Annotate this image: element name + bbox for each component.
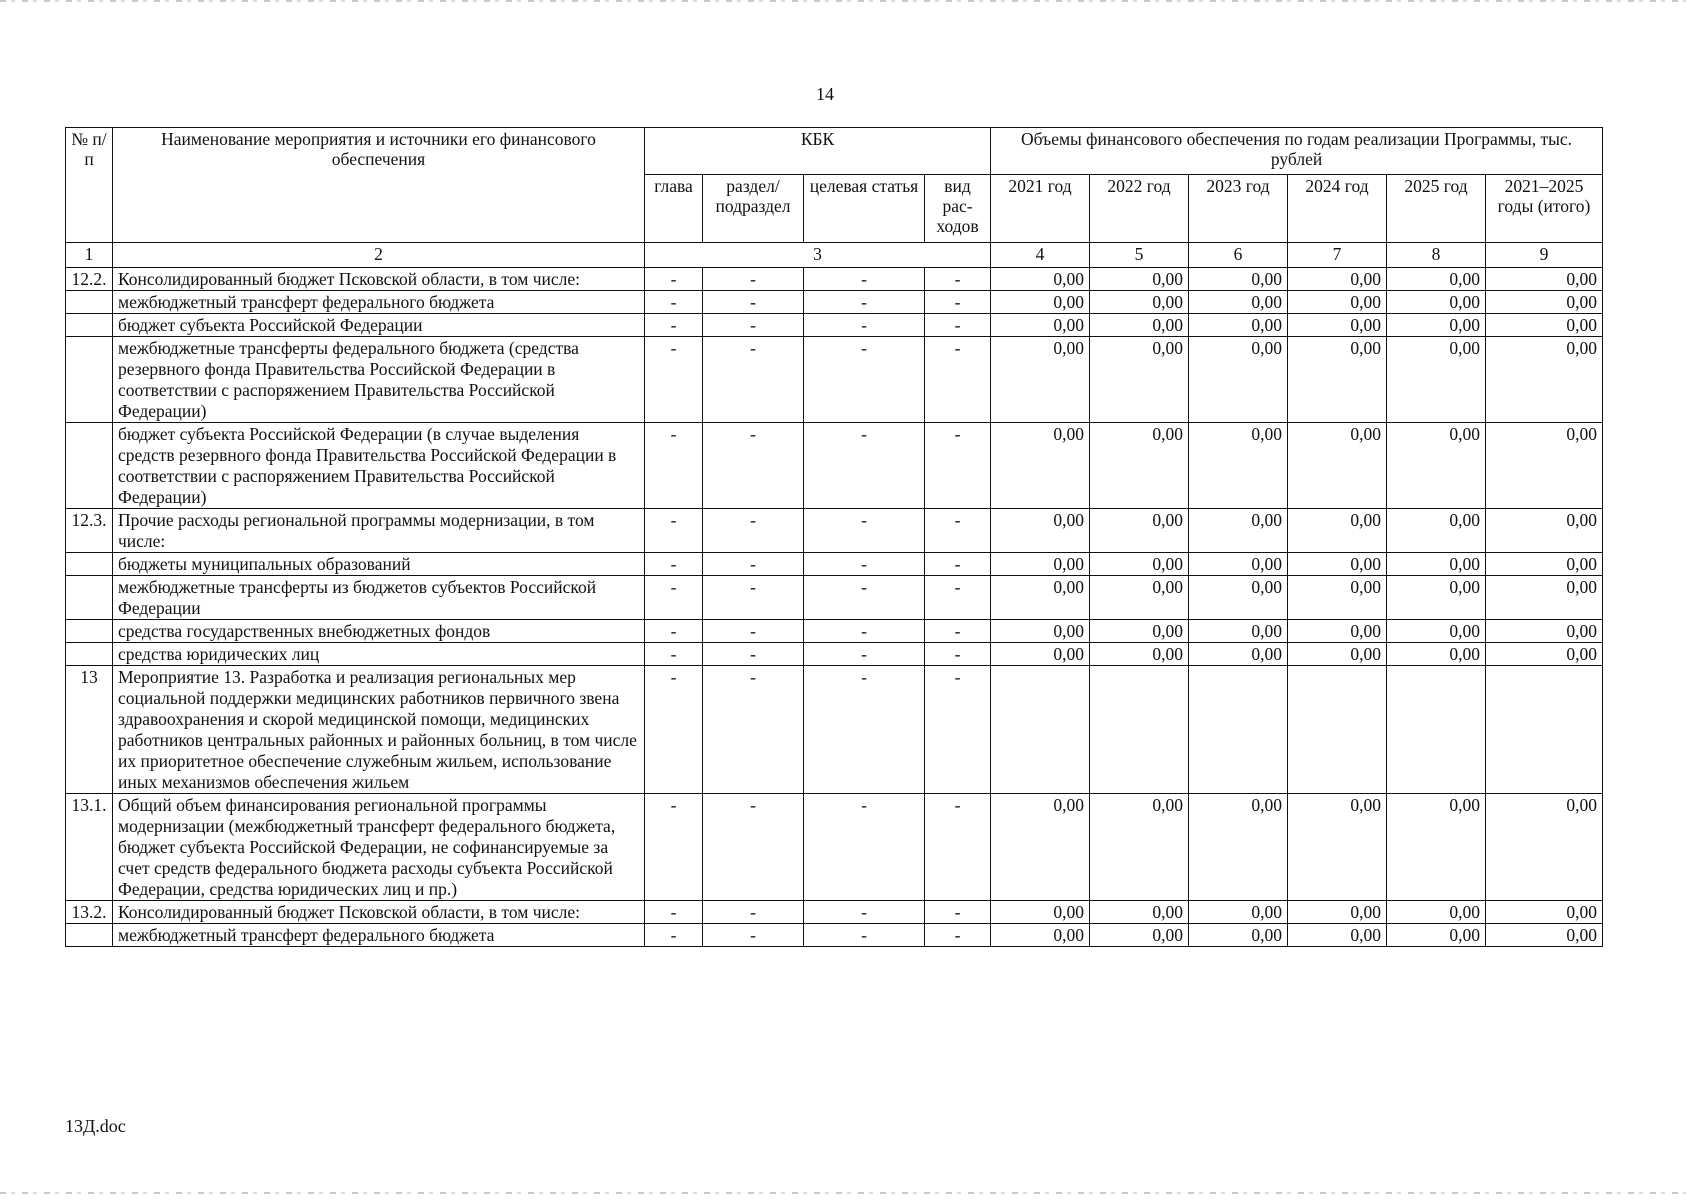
- table-row: [66, 666, 1603, 794]
- kbk-cell: -: [703, 924, 804, 947]
- value-cell: 0,00: [1387, 643, 1486, 666]
- value-cell: 0,00: [1189, 314, 1288, 337]
- value-cell: [1090, 666, 1189, 794]
- value-cell: [991, 666, 1090, 794]
- value-cell: 0,00: [1288, 794, 1387, 901]
- row-number: [66, 643, 113, 666]
- value-cell: 0,00: [1090, 794, 1189, 901]
- value-cell: 0,00: [1189, 901, 1288, 924]
- row-number: [66, 553, 113, 576]
- value-cell: 0,00: [1090, 553, 1189, 576]
- kbk-cell: -: [703, 576, 804, 620]
- kbk-cell: -: [645, 666, 703, 794]
- table-row: [66, 553, 1603, 576]
- table-row: [66, 620, 1603, 643]
- kbk-cell: -: [925, 553, 991, 576]
- header-glava: глава: [645, 175, 703, 243]
- value-cell: 0,00: [1486, 643, 1603, 666]
- header-2021: 2021 год: [991, 175, 1090, 243]
- value-cell: 0,00: [1486, 291, 1603, 314]
- kbk-cell: -: [925, 268, 991, 291]
- value-cell: 0,00: [1486, 337, 1603, 423]
- kbk-cell: -: [645, 291, 703, 314]
- value-cell: 0,00: [991, 268, 1090, 291]
- value-cell: 0,00: [991, 509, 1090, 553]
- value-cell: 0,00: [1189, 509, 1288, 553]
- value-cell: 0,00: [1090, 337, 1189, 423]
- table-body: [66, 268, 1603, 947]
- kbk-cell: -: [804, 901, 925, 924]
- row-number: [66, 423, 113, 509]
- value-cell: 0,00: [1387, 620, 1486, 643]
- kbk-cell: -: [645, 620, 703, 643]
- value-cell: 0,00: [1387, 291, 1486, 314]
- row-name: межбюджетный трансферт федерального бюджета: [113, 291, 645, 314]
- value-cell: 0,00: [1288, 620, 1387, 643]
- table-row: [66, 643, 1603, 666]
- value-cell: 0,00: [1189, 643, 1288, 666]
- value-cell: 0,00: [1288, 291, 1387, 314]
- table-row: [66, 337, 1603, 423]
- kbk-cell: -: [804, 576, 925, 620]
- table-row: [66, 509, 1603, 553]
- table-row: [66, 924, 1603, 947]
- column-number: 8: [1387, 243, 1486, 268]
- kbk-cell: -: [925, 314, 991, 337]
- value-cell: 0,00: [1090, 576, 1189, 620]
- value-cell: [1486, 666, 1603, 794]
- kbk-cell: -: [645, 576, 703, 620]
- value-cell: 0,00: [1090, 291, 1189, 314]
- kbk-cell: -: [804, 794, 925, 901]
- row-name: Консолидированный бюджет Псковской области, в том числе:: [113, 901, 645, 924]
- kbk-cell: -: [925, 291, 991, 314]
- value-cell: 0,00: [1090, 423, 1189, 509]
- value-cell: 0,00: [1486, 423, 1603, 509]
- kbk-cell: -: [645, 794, 703, 901]
- row-name: бюджет субъекта Российской Федерации (в случае выделения средств резервного фонда Правительства Российской Федерации в соответствии с распоряжением Правительства Российской Федерации): [113, 423, 645, 509]
- table-row: [66, 901, 1603, 924]
- value-cell: 0,00: [1288, 643, 1387, 666]
- value-cell: 0,00: [1387, 337, 1486, 423]
- kbk-cell: -: [703, 794, 804, 901]
- value-cell: 0,00: [1288, 314, 1387, 337]
- kbk-cell: -: [645, 509, 703, 553]
- column-number: 5: [1090, 243, 1189, 268]
- value-cell: 0,00: [1189, 620, 1288, 643]
- header-2023: 2023 год: [1189, 175, 1288, 243]
- value-cell: 0,00: [1288, 268, 1387, 291]
- row-number: 12.2.: [66, 268, 113, 291]
- row-name: межбюджетный трансферт федерального бюджета: [113, 924, 645, 947]
- row-name: средства юридических лиц: [113, 643, 645, 666]
- table-row: [66, 576, 1603, 620]
- header-2022: 2022 год: [1090, 175, 1189, 243]
- value-cell: 0,00: [1090, 268, 1189, 291]
- kbk-cell: -: [703, 314, 804, 337]
- value-cell: 0,00: [1486, 553, 1603, 576]
- kbk-cell: -: [804, 924, 925, 947]
- value-cell: 0,00: [1486, 314, 1603, 337]
- value-cell: 0,00: [1189, 576, 1288, 620]
- kbk-cell: -: [703, 291, 804, 314]
- header-razdel: раздел/ подраздел: [703, 175, 804, 243]
- value-cell: 0,00: [1288, 553, 1387, 576]
- column-number: 2: [113, 243, 645, 268]
- header-statya: целевая статья: [804, 175, 925, 243]
- row-name: межбюджетные трансферты из бюджетов субъектов Российской Федерации: [113, 576, 645, 620]
- page-number: 14: [816, 84, 834, 104]
- kbk-cell: -: [925, 924, 991, 947]
- kbk-cell: -: [804, 666, 925, 794]
- value-cell: 0,00: [1189, 291, 1288, 314]
- kbk-cell: -: [645, 423, 703, 509]
- value-cell: 0,00: [1288, 901, 1387, 924]
- header-total: 2021–2025 годы (итого): [1486, 175, 1603, 243]
- value-cell: 0,00: [1486, 794, 1603, 901]
- header-name: Наименование мероприятия и источники его финансового обеспечения: [113, 128, 645, 243]
- footer-filename: 13Д.doc: [65, 1116, 126, 1136]
- header-2024: 2024 год: [1288, 175, 1387, 243]
- value-cell: 0,00: [1189, 794, 1288, 901]
- kbk-cell: -: [804, 643, 925, 666]
- value-cell: 0,00: [1387, 553, 1486, 576]
- row-number: [66, 314, 113, 337]
- kbk-cell: -: [804, 620, 925, 643]
- value-cell: 0,00: [991, 314, 1090, 337]
- kbk-cell: -: [925, 620, 991, 643]
- column-number: 6: [1189, 243, 1288, 268]
- column-number: 7: [1288, 243, 1387, 268]
- table-row: [66, 314, 1603, 337]
- value-cell: 0,00: [1387, 924, 1486, 947]
- scan-edge-bottom: [0, 1192, 1686, 1194]
- value-cell: 0,00: [1288, 576, 1387, 620]
- value-cell: 0,00: [1486, 901, 1603, 924]
- kbk-cell: -: [645, 314, 703, 337]
- value-cell: 0,00: [1387, 794, 1486, 901]
- value-cell: 0,00: [991, 794, 1090, 901]
- value-cell: 0,00: [991, 901, 1090, 924]
- table-row: [66, 794, 1603, 901]
- row-number: 13: [66, 666, 113, 794]
- header-number: № п/п: [66, 128, 113, 243]
- value-cell: [1387, 666, 1486, 794]
- value-cell: 0,00: [1288, 924, 1387, 947]
- row-name: Мероприятие 13. Разработка и реализация региональных мер социальной поддержки медицинских работников первичного звена здравоохранения и скорой медицинской помощи, медицинских работников центральных районных и районных больниц, в том числе их приоритетное обеспечение служебным жильем, использование иных механизмов обеспечения жильем: [113, 666, 645, 794]
- table-row: [66, 268, 1603, 291]
- value-cell: 0,00: [991, 291, 1090, 314]
- kbk-cell: -: [703, 337, 804, 423]
- value-cell: 0,00: [1189, 924, 1288, 947]
- value-cell: 0,00: [1288, 509, 1387, 553]
- row-number: 13.1.: [66, 794, 113, 901]
- row-number: [66, 620, 113, 643]
- kbk-cell: -: [645, 337, 703, 423]
- kbk-cell: -: [703, 509, 804, 553]
- value-cell: 0,00: [1288, 337, 1387, 423]
- kbk-cell: -: [645, 643, 703, 666]
- kbk-cell: -: [645, 924, 703, 947]
- row-name: средства государственных внебюджетных фондов: [113, 620, 645, 643]
- kbk-cell: -: [925, 337, 991, 423]
- value-cell: 0,00: [1090, 620, 1189, 643]
- value-cell: 0,00: [1189, 553, 1288, 576]
- value-cell: 0,00: [1189, 423, 1288, 509]
- kbk-cell: -: [925, 423, 991, 509]
- row-number: 12.3.: [66, 509, 113, 553]
- value-cell: 0,00: [1189, 337, 1288, 423]
- kbk-cell: -: [645, 901, 703, 924]
- row-name: бюджет субъекта Российской Федерации: [113, 314, 645, 337]
- column-number: 9: [1486, 243, 1603, 268]
- row-number: [66, 337, 113, 423]
- row-name: Консолидированный бюджет Псковской области, в том числе:: [113, 268, 645, 291]
- kbk-cell: -: [804, 553, 925, 576]
- table-row: [66, 291, 1603, 314]
- column-number: 4: [991, 243, 1090, 268]
- kbk-cell: -: [804, 423, 925, 509]
- kbk-cell: -: [925, 643, 991, 666]
- value-cell: 0,00: [1486, 268, 1603, 291]
- kbk-cell: -: [804, 337, 925, 423]
- row-name: межбюджетные трансферты федерального бюджета (средства резервного фонда Правительства Российской Федерации в соответствии с распоряжением Правительства Российской Федерации): [113, 337, 645, 423]
- column-number: 3: [645, 243, 991, 268]
- column-number: 1: [66, 243, 113, 268]
- value-cell: 0,00: [1090, 901, 1189, 924]
- row-number: [66, 291, 113, 314]
- value-cell: 0,00: [1387, 901, 1486, 924]
- scan-edge-top: [0, 0, 1686, 2]
- value-cell: 0,00: [1387, 576, 1486, 620]
- value-cell: 0,00: [1387, 423, 1486, 509]
- header-kbk: КБК: [645, 128, 991, 175]
- table-row: [66, 423, 1603, 509]
- value-cell: 0,00: [1090, 314, 1189, 337]
- value-cell: [1189, 666, 1288, 794]
- kbk-cell: -: [703, 553, 804, 576]
- table-header-row: [66, 128, 1603, 175]
- value-cell: 0,00: [1288, 423, 1387, 509]
- kbk-cell: -: [804, 291, 925, 314]
- value-cell: 0,00: [991, 576, 1090, 620]
- header-2025: 2025 год: [1387, 175, 1486, 243]
- value-cell: 0,00: [1090, 643, 1189, 666]
- value-cell: 0,00: [1090, 509, 1189, 553]
- kbk-cell: -: [804, 268, 925, 291]
- kbk-cell: -: [804, 509, 925, 553]
- value-cell: 0,00: [991, 643, 1090, 666]
- row-name: Общий объем финансирования региональной программы модернизации (межбюджетный трансферт федерального бюджета, бюджет субъекта Российской Федерации, не софинансируемые за счет средств федерального бюджета расходы субъекта Российской Федерации, средства юридических лиц и пр.): [113, 794, 645, 901]
- value-cell: 0,00: [991, 423, 1090, 509]
- kbk-cell: -: [925, 794, 991, 901]
- value-cell: 0,00: [1387, 268, 1486, 291]
- value-cell: 0,00: [1387, 314, 1486, 337]
- kbk-cell: -: [645, 553, 703, 576]
- kbk-cell: -: [703, 620, 804, 643]
- value-cell: 0,00: [1486, 576, 1603, 620]
- value-cell: 0,00: [991, 924, 1090, 947]
- kbk-cell: -: [925, 509, 991, 553]
- value-cell: 0,00: [1189, 268, 1288, 291]
- kbk-cell: -: [804, 314, 925, 337]
- row-number: [66, 924, 113, 947]
- value-cell: 0,00: [1090, 924, 1189, 947]
- kbk-cell: -: [703, 643, 804, 666]
- kbk-cell: -: [925, 576, 991, 620]
- kbk-cell: -: [925, 666, 991, 794]
- row-name: Прочие расходы региональной программы модернизации, в том числе:: [113, 509, 645, 553]
- value-cell: 0,00: [1486, 620, 1603, 643]
- value-cell: 0,00: [991, 553, 1090, 576]
- kbk-cell: -: [645, 268, 703, 291]
- kbk-cell: -: [703, 268, 804, 291]
- budget-table: [65, 127, 1603, 947]
- kbk-cell: -: [703, 901, 804, 924]
- value-cell: 0,00: [1486, 509, 1603, 553]
- row-number: [66, 576, 113, 620]
- value-cell: 0,00: [1387, 509, 1486, 553]
- value-cell: [1288, 666, 1387, 794]
- row-name: бюджеты муниципальных образований: [113, 553, 645, 576]
- row-number: 13.2.: [66, 901, 113, 924]
- header-vid: вид рас- ходов: [925, 175, 991, 243]
- value-cell: 0,00: [991, 620, 1090, 643]
- value-cell: 0,00: [991, 337, 1090, 423]
- kbk-cell: -: [703, 666, 804, 794]
- kbk-cell: -: [703, 423, 804, 509]
- kbk-cell: -: [925, 901, 991, 924]
- value-cell: 0,00: [1486, 924, 1603, 947]
- header-volumes: Объемы финансового обеспечения по годам реализации Программы, тыс. рублей: [991, 128, 1603, 175]
- column-number-row: [66, 243, 1603, 268]
